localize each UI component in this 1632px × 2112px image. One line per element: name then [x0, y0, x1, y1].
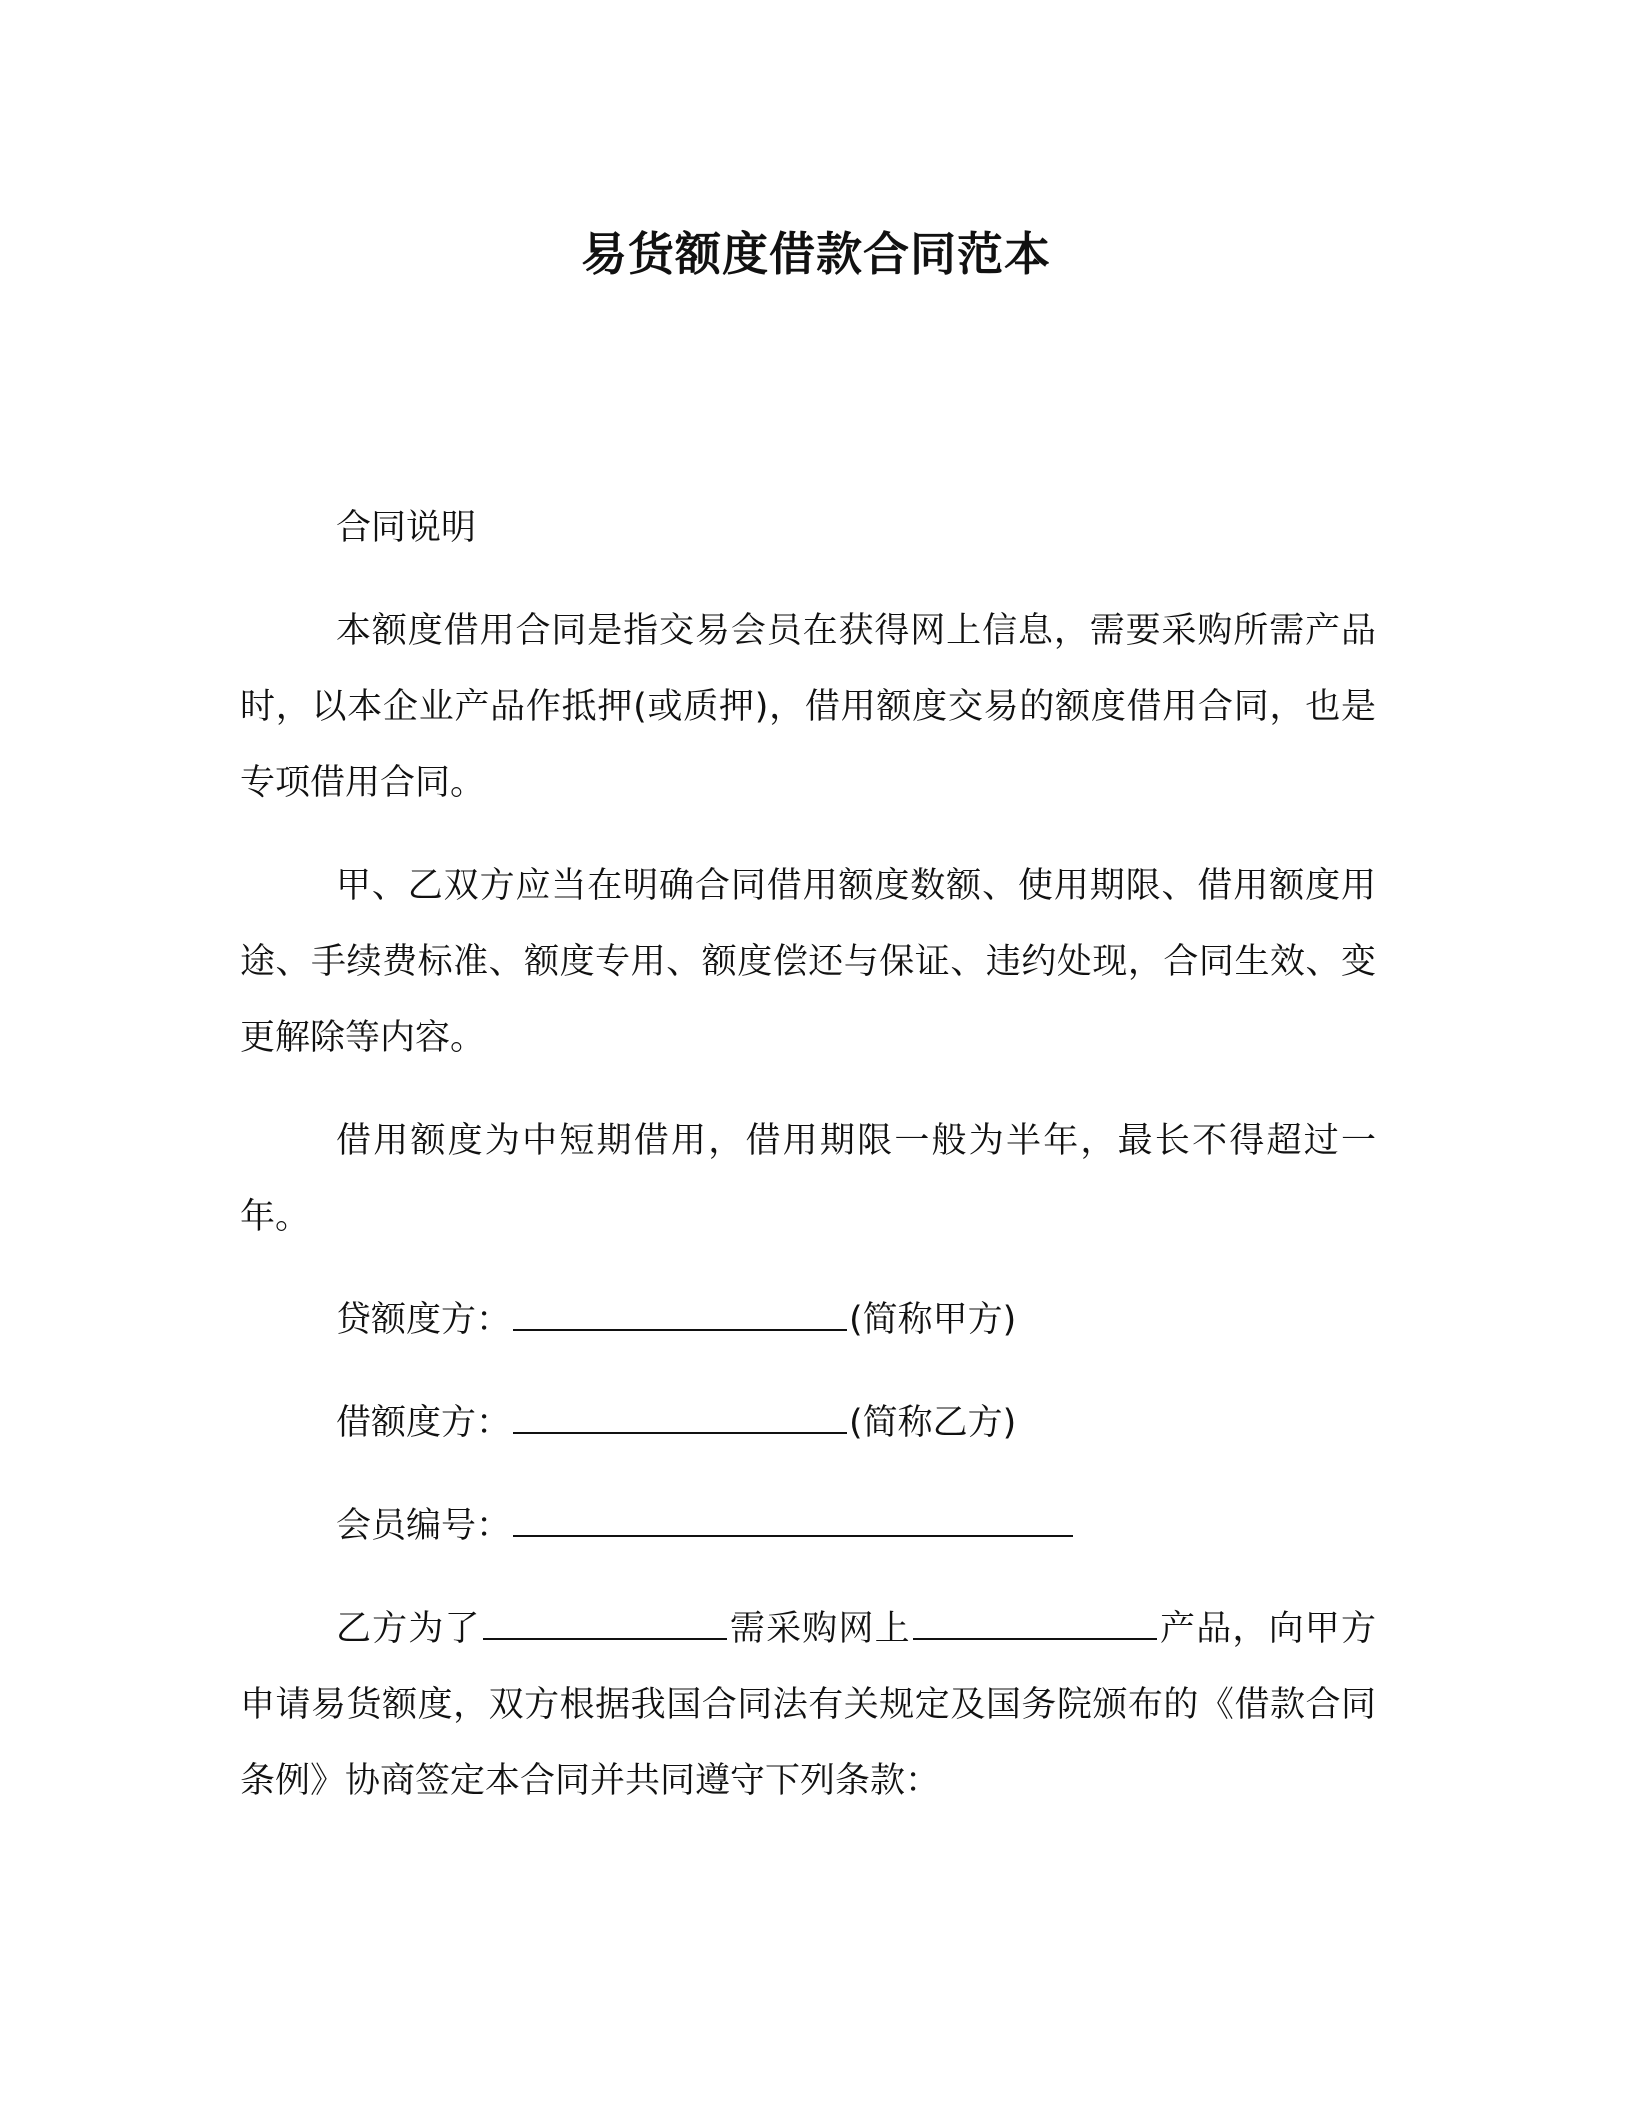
lender-blank-field[interactable]	[513, 1295, 847, 1331]
final-paragraph-part1: 乙方为了	[336, 1609, 481, 1649]
borrower-label: 借额度方：	[336, 1403, 512, 1443]
lender-label: 贷额度方：	[336, 1300, 512, 1340]
document-body	[240, 490, 1376, 1846]
paragraph-3: 借用额度为中短期借用，借用期限一般为半年，最长不得超过一年。	[240, 1121, 1376, 1237]
product-blank-field[interactable]	[913, 1604, 1157, 1640]
document-title: 易货额度借款合同范本	[581, 227, 1051, 281]
final-paragraph-part2: 需采购网上	[728, 1609, 911, 1649]
borrower-blank-field[interactable]	[513, 1398, 847, 1434]
purpose-blank-field[interactable]	[483, 1604, 727, 1640]
lender-line	[240, 1282, 1376, 1358]
borrower-line	[240, 1385, 1376, 1461]
member-number-label: 会员编号：	[336, 1506, 512, 1546]
member-number-line	[240, 1488, 1376, 1564]
member-number-blank-field[interactable]	[513, 1501, 1073, 1537]
section-heading: 合同说明	[336, 508, 477, 548]
lender-suffix: (简称甲方)	[849, 1300, 1017, 1340]
paragraph-2: 甲、乙双方应当在明确合同借用额度数额、使用期限、借用额度用途、手续费标准、额度专用、额度偿还与保证、违约处现，合同生效、变更解除等内容。	[240, 866, 1376, 1058]
paragraph-1: 本额度借用合同是指交易会员在获得网上信息，需要采购所需产品时，以本企业产品作抵押(或质押)，借用额度交易的额度借用合同，也是专项借用合同。	[240, 611, 1376, 803]
final-paragraph	[240, 1591, 1376, 1819]
borrower-suffix: (简称乙方)	[849, 1403, 1017, 1443]
final-paragraph-part3: 产品，向甲方申请易货额度，双方根据我国合同法有关规定及国务院颁布的《借款合同条例》协商签定本合同并共同遵守下列条款：	[240, 1609, 1376, 1801]
